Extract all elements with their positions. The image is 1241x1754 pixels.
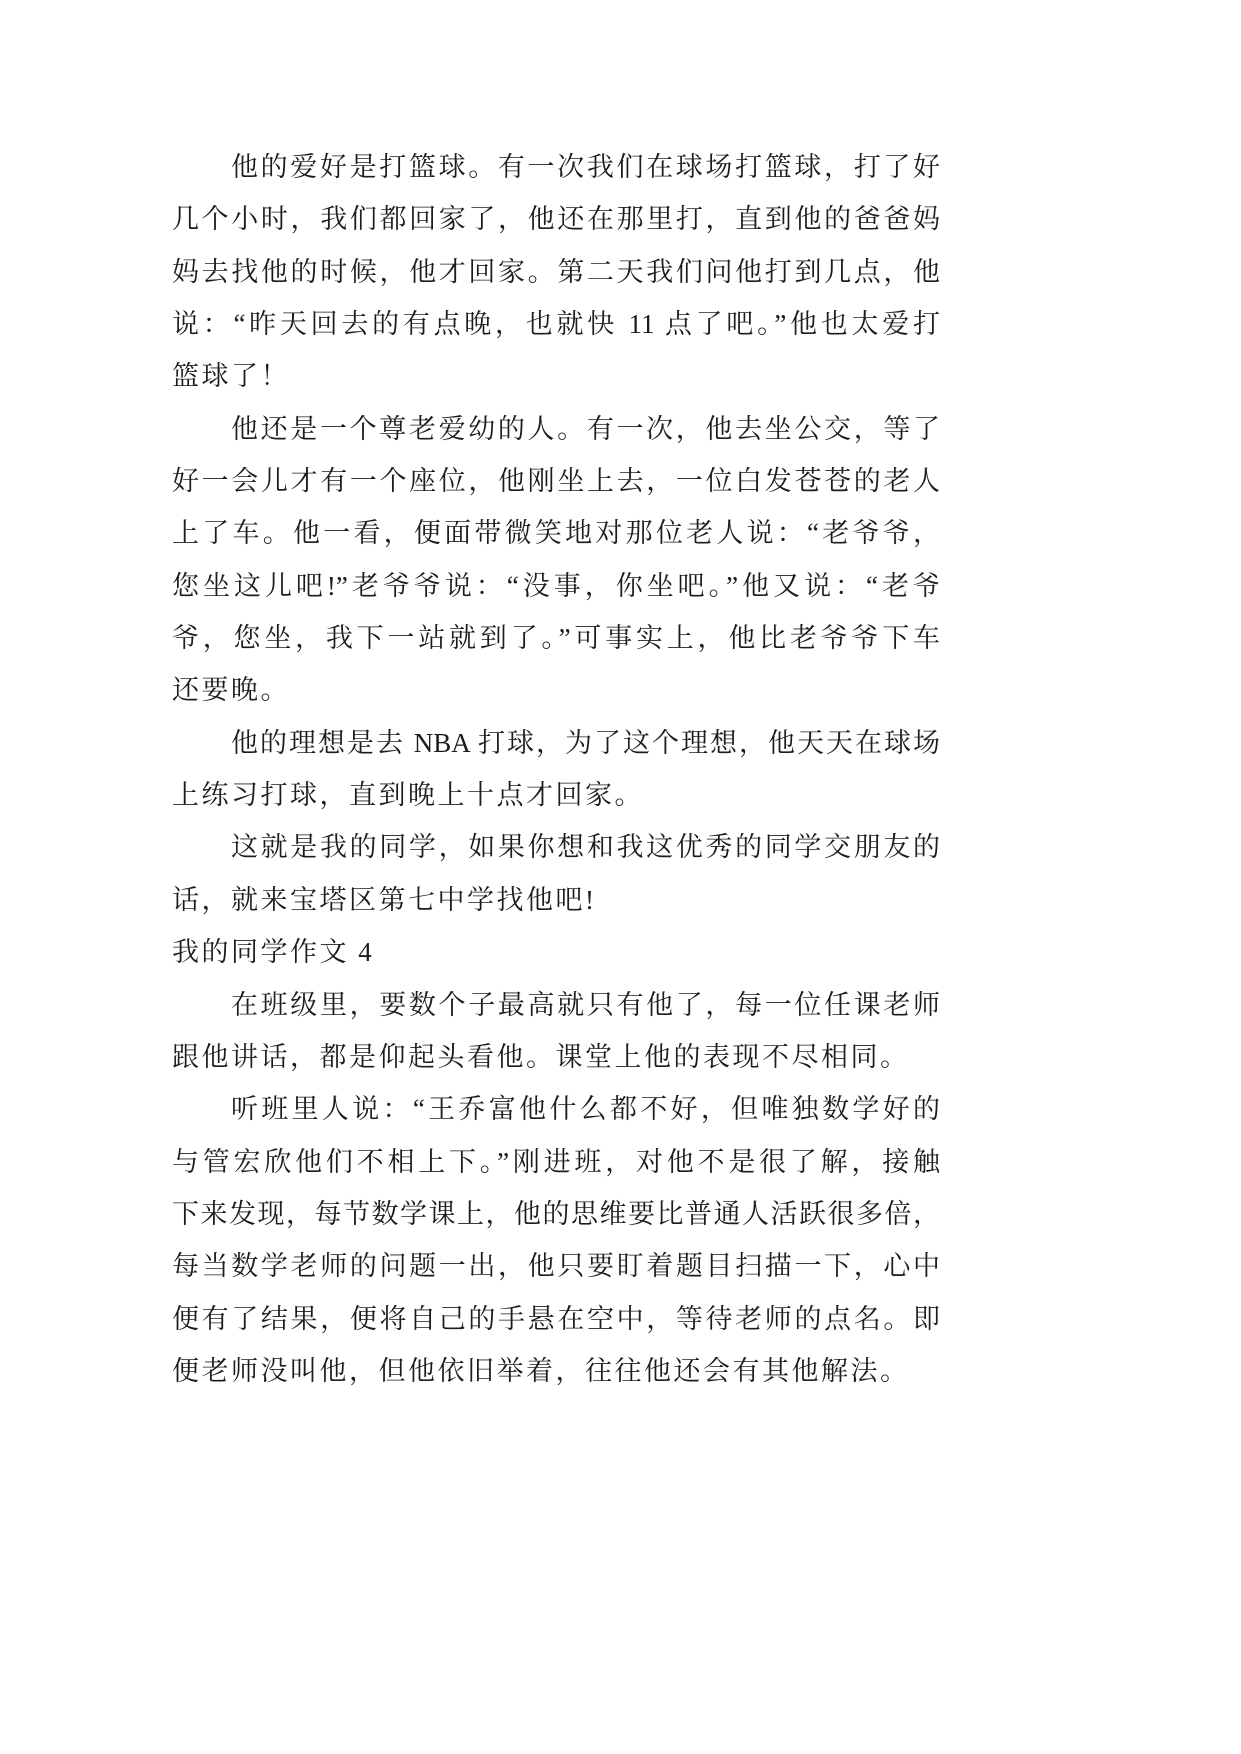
paragraph-line: 好一会儿才有一个座位，他刚坐上去，一位白发苍苍的老人 <box>172 466 940 497</box>
paragraph-hobby <box>172 141 940 403</box>
paragraph-line: 爷，您坐，我下一站就到了。”可事实上，他比老爷爷下车 <box>172 623 940 654</box>
paragraph-respect-elders <box>172 403 940 717</box>
section-2 <box>172 926 940 1397</box>
paragraph-line: 跟他讲话，都是仰起头看他。课堂上他的表现不尽相同。 <box>172 1041 910 1072</box>
paragraph-tallest-classmate <box>172 979 940 1084</box>
paragraph-line: 上练习打球，直到晚上十点才回家。 <box>172 780 644 811</box>
paragraph-conclusion <box>172 821 940 926</box>
paragraph-line: 话，就来宝塔区第七中学找他吧! <box>172 884 597 915</box>
paragraph-line: 便有了结果，便将自己的手悬在空中，等待老师的点名。即 <box>172 1303 940 1334</box>
paragraph-line: 他的爱好是打篮球。有一次我们在球场打篮球，打了好 <box>231 152 940 182</box>
paragraph-line: 妈去找他的时候，他才回家。第二天我们问他打到几点，他 <box>172 256 940 287</box>
paragraph-dream <box>172 717 940 822</box>
paragraph-line: 与管宏欣他们不相上下。”刚进班，对他不是很了解，接触 <box>172 1146 940 1177</box>
paragraph-line: 他还是一个尊老爱幼的人。有一次，他去坐公交，等了 <box>231 413 940 444</box>
paragraph-line: 这就是我的同学，如果你想和我这优秀的同学交朋友的 <box>231 832 940 863</box>
paragraph-line: 上了车。他一看，便面带微笑地对那位老人说：“老爷爷， <box>172 518 940 549</box>
paragraph-line: 篮球了！ <box>172 361 290 392</box>
paragraph-line: 在班级里，要数个子最高就只有他了，每一位任课老师 <box>231 989 940 1020</box>
paragraph-line: 他的理想是去 NBA 打球，为了这个理想，他天天在球场 <box>231 727 940 758</box>
paragraph-line: 便老师没叫他，但他依旧举着，往往他还会有其他解法。 <box>172 1355 910 1386</box>
section-heading: 我的同学作文 4 <box>172 937 375 968</box>
paragraph-math-class <box>172 1083 940 1397</box>
paragraph-line: 说：“昨天回去的有点晚，也就快 11 点了吧。”他也太爱打 <box>172 309 940 340</box>
paragraph-line: 您坐这儿吧!”老爷爷说：“没事，你坐吧。”他又说：“老爷 <box>172 570 940 601</box>
section-1 <box>172 141 940 926</box>
paragraph-line: 几个小时，我们都回家了，他还在那里打，直到他的爸爸妈 <box>172 204 940 235</box>
paragraph-line: 听班里人说：“王乔富他什么都不好，但唯独数学好的 <box>231 1094 940 1125</box>
paragraph-line: 下来发现，每节数学课上，他的思维要比普通人活跃很多倍， <box>172 1198 940 1229</box>
paragraph-line: 还要晚。 <box>172 675 290 706</box>
document-body <box>172 141 940 1397</box>
paragraph-line: 每当数学老师的问题一出，他只要盯着题目扫描一下，心中 <box>172 1251 940 1282</box>
